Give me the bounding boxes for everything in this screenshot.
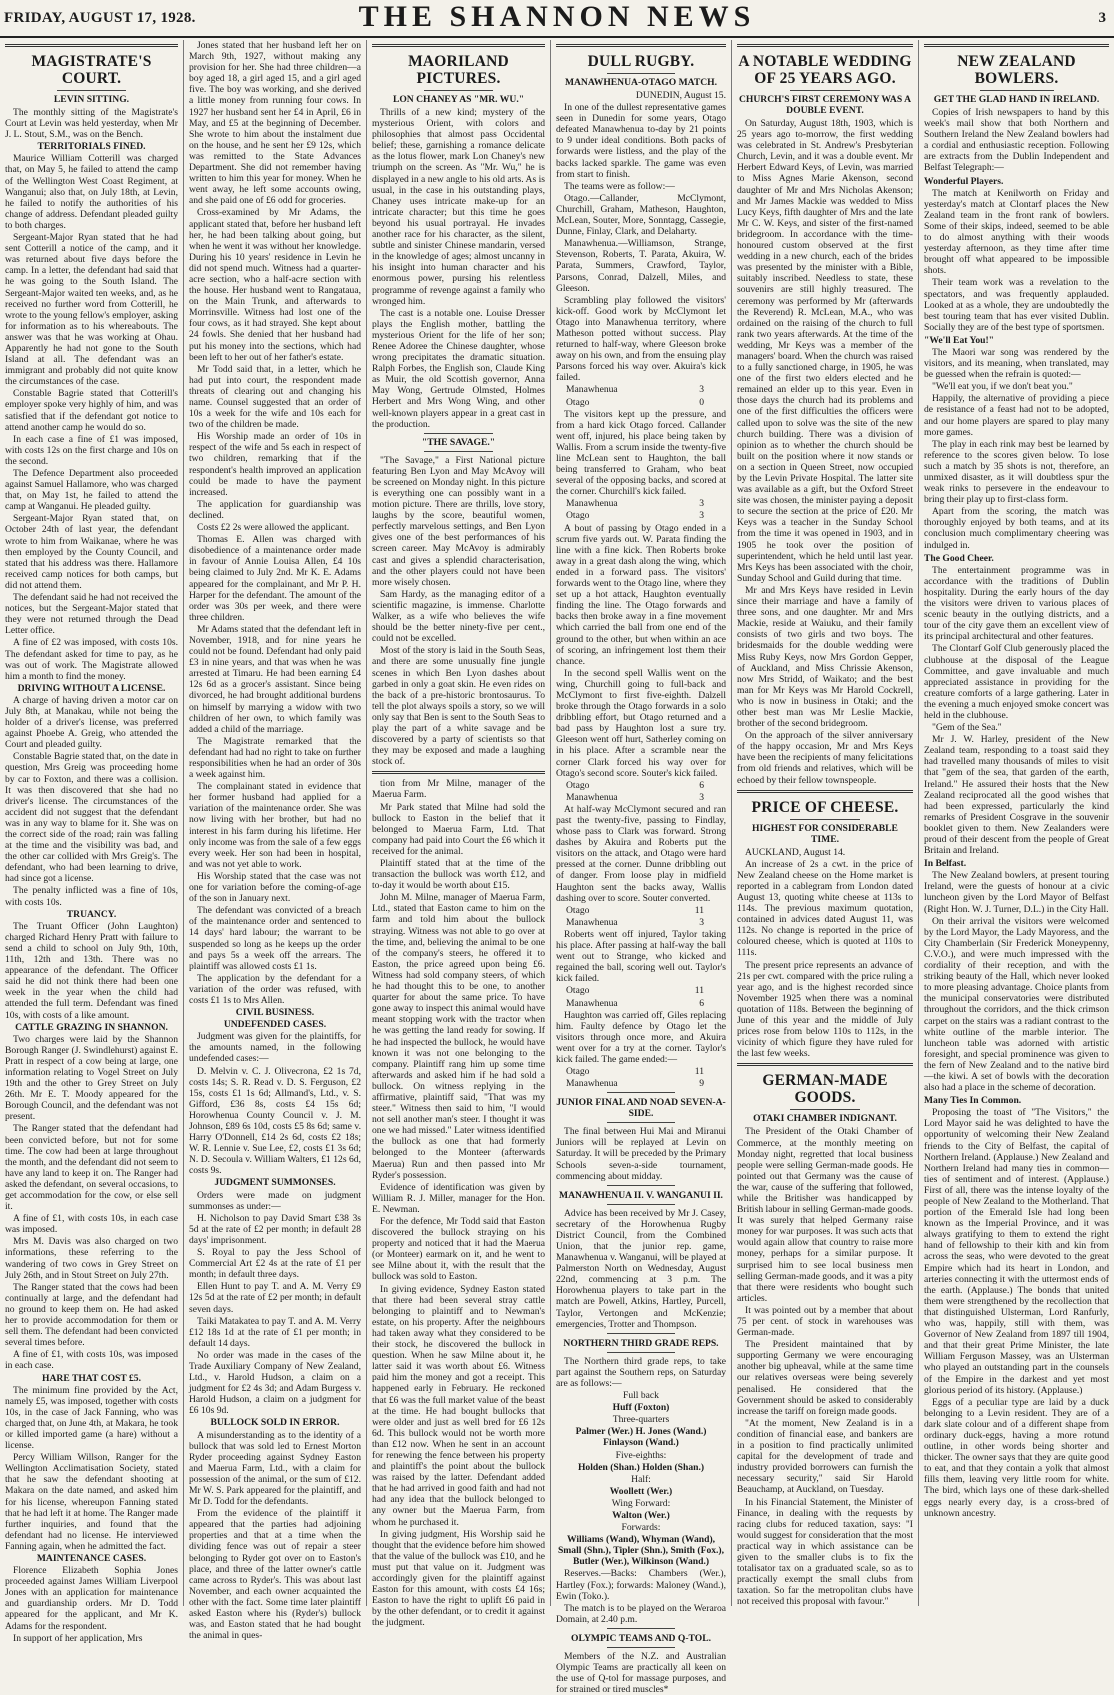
team-name: Manawhenua [566,1078,618,1090]
score-table [556,498,726,521]
player-entry: Huff (Foxton) [612,1402,670,1414]
team-name: Manawhenua [566,791,618,803]
score-table [556,384,726,407]
article-body [556,523,726,779]
paragraph: Proposing the toast of "The Visitors," the Lord Mayor said he was delighted to have the opportunity of welcoming their New Zealand friends to the City of Belfast, the capital of Northern Ireland. (Applause.) New Zealand and Northern Ireland had many ties in common—ties of sentiment and of interest. (Applause.) First of all, there was the intense loyalty of the people of New Zealand to the Motherland. That portion of the Emerald Isle had long been known as the Imperial Province, and it was always gratifying to them to extend the right hand of fellowship to their kith and kin from across the seas, who were devoted to the great Empire which had its heart in London, and arteries connecting it with the uttermost ends of the earth. (Applause.) The bonds that united them were strengthened by the recollection that that distinguished Ulsterman, Lord Ranfurly, who was, happily, still with them, was Governor of New Zealand from 1897 till 1904, and that their great Prime Minister, the late William Ferguson Massey, was an Ulsterman who played an outstanding part in the counsels of the Empire in the darkest and yet most glorious period of its history. (Applause.) [924,1107,1109,1396]
article-subheading: CHURCH'S FIRST CEREMONY WAS A DOUBLE EVENT. [738,94,911,116]
divider [607,1092,675,1093]
team-name: Otago [566,396,590,408]
column-3 [366,40,550,1629]
score-row [556,917,726,928]
paragraph: On their arrival the visitors were welcomed by the Lord Mayor, the Lady Mayoress, and the City Chamberlain (Sir Frederick Moneypenny, C.V.O.), and were much impressed with the cordiality of their reception, and with the striking beauty of the Hall, which never looked to more pleasing advantage. Choice plants from the municipal conservatories were distributed throughout the corridors, and the thick crimson carpet on the stairs was a radiant contrast to the white outline of the marble interior. The luncheon table was adorned with artistic foresight, and special prominence was given to the fern of New Zealand and to the native bird—the kiwi. A set of bowls with the decoration also had a place in the scheme of decoration. [924,915,1109,1094]
section-heading: CIVIL BUSINESS. [235,1007,315,1019]
section-subhead: Many Ties In Common. [924,1095,1022,1107]
paragraph: An increase of 2s a cwt. in the price of New Zealand cheese on the Home market is reported in a cablegram from London dated August 13, quoting white cheese at 113s to 114s. The previous maximum quotation, contained in advices dated August 11, was 112s. No change is reported in the price of coloured cheese, which is quoted at 110s to 111s. [737,858,913,959]
paragraph: On the approach of the silver anniversary of the happy occasion, Mr and Mrs Keys have been the recipients of many felicitations from old friends and relatives, which will be echoed by their fellow townspeople. [737,730,913,786]
section-heading: TRUANCY. [66,908,117,920]
position-label: Three-quarters [612,1414,670,1426]
paragraph: The President of the Otaki Chamber of Commerce, at the monthly meeting on Monday night, regretted that local business people were selling German-made goods. He pointed out that Germany was the cause of the war, cause of the suffering that followed, while the Britisher was handicapped by British labour in selling German-made goods. It was surely that helped Germany raise money for war purposes. It was such acts that would again allow that country to raise more money, perhaps for a similar purpose. It surprised him to see local business men selling German-made goods, and it was a pity that there were residents who bought such articles. [737,1126,913,1304]
player-entry: Palmer (Wer.) H. Jones (Wand.) Finlayson (Wand.) [575,1426,707,1449]
divider [424,451,493,452]
article-heading-junior-final: JUNIOR FINAL AND NOAD SEVEN-A-SIDE. [556,1097,726,1120]
article-body [189,40,361,1641]
paragraph: The Defence Department also proceeded against Samuel Hallamore, who was charged that, on May 1st, he failed to attend the camp at Wanganui. He pleaded guilty. [5,468,178,513]
paragraph: Sergeant-Major Ryan stated that, on October 24th of last year, the defendant wrote to him from Waikanae, where he was then employed by the County Council, and stated that his address was there. Hallamore received camp notices for both camps, but did not attend them. [5,513,178,591]
article-heading-price-of-cheese: PRICE OF CHEESE. [751,798,899,816]
paragraph: The defendant said he had not received the notices, but the Sergeant-Major stated that they were not returned through the Dead Letter office. [5,592,178,637]
paragraph: The Northern third grade reps, to take part against the Southern reps, on Saturday are as follows:— [556,1355,726,1389]
section-heading: TERRITORIALS FINED. [37,141,146,153]
paragraph: The complainant stated in evidence that her former husband had applied for a variation of the maintenance order. She was now living with her brother, but had no interest in his farm during his lifetime. Her only income was from the sale of a few eggs every week. Her son had been in hospital, and was not yet able to work. [189,781,361,870]
paragraph: Constable Bagrie stated that Cotterill's employer spoke very highly of him, and was satisfied that if the defendant got notice to attend another camp he would do so. [5,388,178,433]
article-body [924,107,1109,174]
divider [924,44,1109,47]
divider [790,819,860,820]
paragraph: Roberts went off injured, Taylor taking his place. After passing at half-way the ball went out to Strange, who kicked and regained the ball, scoring well out. Taylor's kick failed. [556,928,726,985]
paragraph: A charge of having driven a motor car on July 8th, at Manakau, while not being the holder of a driver's license, was preferred against Phoebe A. Greig, who attended the Court and pleaded guilty. [5,694,178,751]
paragraph: Thomas E. Allen was charged with disobedience of a maintenance order made in favour of Annie Louisa Allen, £4 10s being claimed to July 2nd. Mr K. E. Adams appeared for the complainant, and Mr P. H. Harper for the defendant. The amount of the order was 30s per week, and there were three children. [189,534,361,623]
team-name: Otago [566,985,590,997]
team-name: Manawhenua [566,498,618,510]
paragraph: The cast is a notable one. Louise Dresser plays the English mother, battling the mysterious Orient for the life of her son; Renee Adoree the Chinese daughter, whose wrong precipitates the dramatic situation. Ralph Forbes, the English son, Claude King as Muir, the old Scottish governor, Anna May Wong, Gertrude Olmsted, Holmes Herbert and Mrs Wong Wing, and other well-known players appear in a great cast in the production. [372,307,545,430]
section-heading: JUDGMENT SUMMONSES. [214,1177,336,1189]
team-name: Otago [566,904,590,916]
divider [372,44,545,47]
paragraph: Percy William Willson, Ranger for the Wellington Acclimatisation Society, stated that he saw the defendant shooting at Makara on the date named, and asked him for his license, whereupon Fanning stated that he had left it at home. The Ranger made further inquiries, and found that the defendant had no license. He interviewed Fanning again, when he admitted the fact. [5,1452,178,1552]
paragraph: "Gem of the Sea." [932,722,1002,734]
paragraph: Plaintiff stated that at the time of the transaction the bullock was worth £12, and to-day it would be worth about £15. [372,858,545,892]
paragraph: S. Royal to pay the Jess School of Commercial Art £2 4s at the rate of £1 per month; in default three days. [189,1247,361,1281]
score-row [556,1078,726,1089]
paragraph: The Magistrate remarked that the defendant had had no right to take on further responsibilities when he had an order of 30s a week against him. [189,735,361,781]
column-2 [183,40,366,1642]
divider [790,90,860,91]
paragraph: The Clontarf Golf Club generously placed the clubhouse at the disposal of the League Committee, and gave invaluable and much appreciated assistance in providing for the creature comforts of a large gathering. Later in the evening a much enjoyed smoke concert was held in the clubhouse. [924,643,1109,721]
divider [607,1647,675,1648]
paragraph: The application by the defendant for a variation of the order was refused, with costs £1 1s to Mrs Allen. [189,972,361,1006]
team-name: Otago [566,1066,590,1078]
article-heading-the-savage: "THE SAVAGE." [421,436,496,448]
paragraph: AUCKLAND, August 14. [745,846,846,858]
paragraph: The Maori war song was rendered by the visitors, and its meaning, when translated, may be guessed when the refrain is quoted:— [924,346,1109,381]
team-score: 11 [694,904,704,916]
paragraph: The present price represents an advance of 21s per cwt. compared with the price ruling a year ago, and is the highest recorded since November 1925 when there was a nominal quotation of 118s. Between the beginning of June of this year and the middle of July prices rose from below 110s to 112s, in the vicinity of which figure they have ruled for the last few weeks. [737,959,913,1060]
paragraph: In each case a fine of £1 was imposed, with costs 12s on the first charge and 10s on the second. [5,433,178,467]
divider [5,44,178,47]
paragraph: Copies of Irish newspapers to hand by this week's mail show that both Northern and Southern Ireland the New Zealand bowlers had a cordial and enthusiastic reception. Following are extracts from the Dublin Independent and Belfast Telegraph:— [924,107,1109,174]
paragraph: A misunderstanding as to the identity of a bullock that was sold led to Ernest Morton Ryder proceeding against Sydney Easton and Maerua Farm, Ltd., with a claim for possession of the animal, or the sum of £12. Mr W. S. Park appeared for the plaintiff, and Mr D. Todd for the defendants. [189,1429,361,1508]
divider [607,1204,675,1205]
article-body [924,870,1109,1093]
article-heading-manawhenua-wanganui: MANAWHENUA II. V. WANGANUI II. [559,1189,723,1201]
article-heading-northern-reps: NORTHERN THIRD GRADE REPS. [563,1337,719,1349]
score-table [556,780,726,803]
paragraph: Haughton was carried off, Giles replacing him. Faulty defence by Otago let the visitors through once more, and Akuira went over for a try at the corner. Taylor's kick failed. The game ended:— [556,1009,726,1065]
paragraph: Sergeant-Major Ryan stated that he had sent Cotterill a notice of the camp, and it was returned about five days before the camp. In a letter, the defendant had said that he was going to the South Island. The Sergeant-Major waited ten weeks, and, as he received no further word from Cotterill, he wrote to the young fellow's employer, asking for information as to his whereabouts. The answer was that he was working at Ohau. Apparently he had not gone to the South Island at all. The defendant was an immigrant and probably did not quite know the circumstances of the case. [5,232,178,388]
section-subhead: The Good Cheer. [924,552,994,564]
article-heading-german-made-goods: GERMAN-MADE GOODS. [762,1072,888,1107]
paragraph: A bout of passing by Otago ended in a scrum five yards out. W. Parata finding the line with a fine kick. Then Roberts broke away in a great dash along the wing, which ended in a forward pass. The visitors' forwards went to the Otago line, where they set up a hot attack, Haughton eventually finding the line. The Otago forwards and backs then broke away in a fine movement which carried the ball from one end of the ground to the other, but when within an ace of scoring, an infringement lost them their chance. [556,522,726,667]
article-body [5,107,178,1644]
paragraph: The Ranger stated that the cows had been continually at large, and the defendant had no ground to keep them on. He had asked her to provide accommodation for them or sell them. The defendant had been convicted several times before. [5,1281,178,1349]
paragraph: No order was made in the cases of the Trade Auxiliary Company of New Zealand, Ltd., v. Harold Hudson, a claim on a judgment for £2 4s 3d; and Adam Burgess v. Harold Hudson, a claim on a judgment for £6 10s 9d. [189,1349,361,1417]
paragraph: Sam Hardy, as the managing editor of a scientific magazine, is immense. Charlotte Walker, as a wife who believes the wife should be the better ninety-five per cent., could not be excelled. [372,588,545,645]
score-row [556,510,726,521]
divider [424,90,493,91]
score-row [556,1066,726,1077]
masthead [0,0,1114,38]
team-list [556,1390,726,1625]
team-name: Manawhenua [566,997,618,1009]
paragraph: For the defence, Mr Todd said that Easton discovered the bullock straying on his property and noticed that it had the Maerua (or Monteer) earmark on it, and he went to see Milne about it, with the result that the bullock was sold to Easton. [372,1216,545,1283]
position-label: Full back [623,1390,659,1402]
newspaper-title: THE SHANNON NEWS [358,0,756,33]
score-table [556,1066,726,1089]
article-body [924,565,1109,856]
score-row [556,384,726,395]
score-row [556,905,726,916]
team-score: 11 [694,1066,704,1078]
paragraph: A fine of £2 was imposed, with costs 10s. The defendant asked for time to pay, as he was out of work. The Magistrate allowed him a month to find the money. [5,637,178,682]
paragraph: The monthly sitting of the Magistrate's Court at Levin was held yesterday, when Mr J. L. Stout, S.M., was on the Bench. [5,107,178,141]
article-body [737,1126,913,1607]
paragraph: The President maintained that by supporting Germany we were encouraging another big upheaval, while at the same time our relatives overseas were being severely penalised. He considered that the Government should be asked to considerably increase the tariff on foreign made goods. [737,1339,913,1417]
team-name: Manawhenua [566,384,618,396]
column-1 [0,40,183,1644]
divider [737,44,913,47]
article-body [924,188,1109,333]
paragraph: The teams were as follow:— [564,180,675,192]
position-label: Five-eighths: [615,1449,667,1461]
paragraph: Mr Todd said that, in a letter, which he had put into court, the respondent made threats of clearing out and changing his name. Counsel suggested that an order of 10s a week for the wife and 10s each for two of the children be made. [189,363,361,431]
article-heading-olympic-teams: OLYMPIC TEAMS AND Q-TOL. [570,1632,712,1644]
paragraph: The defendant was convicted of a breach of the maintenance order and sentenced to 14 days' hard labour; the warrant to be suspended so long as he keeps up the order and pays 5s a week off the arrears. The plaintiff was allowed costs £1 1s. [189,905,361,972]
paragraph: Maurice William Cotterill was charged that, on May 5, he failed to attend the camp of the Wellington West Coast Regiment, at Wanganui; also that, on July 18th, at Levin, he failed to notify the authorities of his change of address. Defendant pleaded guilty to both charges. [5,153,178,231]
paragraph: The minimum fine provided by the Act, namely £5, was imposed, together with costs 10s, in the case of Jack Fanning, who was charged that, on June 4th, at Makara, he took or killed imported game (a hare) without a license. [5,1384,178,1452]
article-body [924,1107,1109,1518]
divider [607,1352,675,1353]
article-subheading: HIGHEST FOR CONSIDERABLE TIME. [752,822,898,845]
score-table [556,985,726,1008]
paragraph: Manawhenua.—Williamson, Strange, Stevenson, Roberts, T. Parata, Akuira, W. Parata, Summers, Crawford, Taylor, Parsons, Conrad, Dalzell, Miles, and Gleeson. [556,238,726,294]
paragraph: The entertainment programme was in accordance with the traditions of Dublin hospitality. During the early hours of the day the visitors were driven to various places of scenic beauty in the outlying districts, and a tour of the city gave them an excellent view of its principal architectural and other features. [924,564,1109,643]
paragraph: At half-way McClymont secured and ran past the twenty-five, passing to Findlay, whose pass to Clark was forward. Strong dashes by Akuira and Roberts put the visitors on the attack, and Otago were hard pressed at the corner. Dunne dribbling out of danger. From loose play in midfield Haughton sent the backs away, Wallis dashing over to score. Souter converted. [556,803,726,904]
paragraph: In one of the dullest representative games seen in Dunedin for some years, Otago defeated Manawhenua to-day by 21 points to 9 under ideal conditions. Both packs of forwards were listless, and the play of the backs lacked sparkle. The game was even from start to finish. [556,102,726,180]
section-subhead: In Belfast. [924,858,967,870]
score-row [556,780,726,791]
dateline: DUNEDIN, August 15. [635,90,726,101]
position-label: Forwards: [621,1522,661,1534]
article-subheading: OTAKI CHAMBER INDIGNANT. [753,1113,897,1125]
team-name: Otago [566,779,590,791]
paragraph: His Worship made an order of 10s in respect of the wife and 5s each in respect of two children, remarking that if the respondent's health improved an application could be made to have the payment increased. [189,431,361,498]
team-name: Otago [566,510,590,522]
team-score: 3 [699,510,704,522]
score-row [556,985,726,996]
team-score: 3 [699,498,704,510]
player-entry: The match is to be played on the Weraroa Domain, at 2.40 p.m. [556,1602,726,1625]
paragraph: Ellen Hunt to pay T. and A. M. Verry £9 12s 5d at the rate of £2 per month; in default seven days. [189,1281,361,1315]
team-name: Manawhenua [566,916,618,928]
paragraph: His Worship stated that the case was not one for variation before the coming-of-age of the son in January next. [189,870,361,905]
column-6 [918,40,1114,1606]
paragraph: The penalty inflicted was a fine of 10s, with costs 10s. [5,885,178,908]
team-score: 3 [699,384,704,396]
paragraph: Advice has been received by Mr J. Casey, secretary of the Horowhenua Rugby District Council, from the Combined Union, that the junior rep. game, Manawhenua v. Wanganui, will be played at Palmerston North on Wednesday, August 22nd, commencing at 3 p.m. The Horowhenua players to take part in the match are Powell, Atkins, Hartley, Purcell, Taylor, Vertongen and McKenzie; emergencies, Trotter and Thompson. [556,1207,726,1330]
paragraph: tion from Mr Milne, manager of the Maerua Farm. [372,778,545,801]
article-heading-notable-wedding: A NOTABLE WEDDING OF 25 YEARS AGO. [738,53,912,87]
paragraph: Eggs of a peculiar type are laid by a duck belonging to a Levin resident. They are of a dark slate colour and of a different shape from ordinary duck-eggs, having a more rotund outline, in other words being shorter and thicker. The owner says that they are quite good to eat, and that they contain a yolk that almost fills them, leaving very little room for white. The bird, which lays one of these dark-shelled eggs nearly every day, is a cross-bred of unknown ancestry. [924,1396,1109,1519]
article-subheading: GET THE GLAD HAND IN IRELAND. [933,94,1100,105]
paragraph: Their team work was a revelation to the spectators, and was frequently applauded. Looked at as a whole, they are undoubtedly the best touring team that has ever visited Dublin. Socially they are of the best type of sportsmen. [924,277,1109,333]
player-entry: Holden (Shan.) Holden (Shan.) [577,1461,705,1473]
paragraph: Florence Elizabeth Sophia Jones proceeded against James William Liverpool Jones with an application for maintenance and guardianship orders. Mr D. Todd appeared for the applicant, and Mr K. Adams for the respondent. [5,1565,178,1632]
paragraph: Costs £2 2s were allowed the applicant. [197,522,350,534]
column-5 [731,40,918,1606]
article-body [372,455,545,768]
paragraph: In giving evidence, Sydney Easton stated that there had been several stray cattle belonging to plaintiff and to Newman's estate, on his property. After the neighbours had taken away what they considered to be their stock, he discovered the bullock in question. When he saw Milne about it, he latter said it was worth about £6. Witness paid him the money and got a receipt. This happened early in February. He reckoned that £6 was the full market value of the beast at the time. He had bought bullocks that were older and just as well bred for £6 12s 6d. This bullock would not be worth more than £12 now. When he sent in an account for renewing the fence between his property and plaintiff's the point about the bullock was raised by the latter. Defendant added that he had arrived in good faith and had not had any idea that the bullock belonged to any owner but the Maerua Farm, from whom he purchased it. [372,1283,545,1528]
paragraph: The New Zealand bowlers, at present touring Ireland, were the guests of honour at a civic luncheon given by the Lord Mayor of Belfast (Right Hon. W. J. Turner, D.L.) in the City Hall. [924,870,1109,915]
team-score: 6 [699,779,704,791]
section-heading: DRIVING WITHOUT A LICENSE. [17,682,166,694]
paragraph: Apart from the scoring, the match was thoroughly enjoyed by both teams, and at its conclusion much complimentary cheering was indulged in. [924,506,1109,551]
team-score: 0 [699,396,704,408]
section-heading: MAINTENANCE CASES. [36,1553,147,1564]
score-row [556,792,726,803]
article-heading-maoriland-pictures: MAORILAND PICTURES. [408,53,509,87]
section-subhead: "We'll Eat You!" [924,334,994,346]
paragraph: Mr Adams stated that the defendant left in November, 1918, and for nine years he could not be found. Defendant had only paid £3 in nine years, and that was when he was arrested at Timaru. He had been earning £4 12s 6d as a grocer's assistant. Since being divorced, he had brought additional burdens on himself by marrying a widow with two children of her own, to which family was added a child of the marriage. [189,623,361,735]
divider [790,1109,860,1110]
issue-date: FRIDAY, AUGUST 17, 1928. [4,10,196,26]
divider [980,90,1054,91]
paragraph: H. Nicholson to pay David Smart £38 3s 5d at the rate of £2 per month; in default 28 days' imprisonment. [189,1212,361,1246]
article-heading-magistrates-court: MAGISTRATE'S COURT. [31,53,152,87]
article-body [556,102,726,383]
article-subheading: MANAWHENUA-OTAGO MATCH. [564,77,718,88]
article-subheading: LON CHANEY AS "MR. WU." [392,94,525,105]
paragraph: Happily, the alternative of providing a piece de resistance of a feast had not to be adopted, and our home players are spared to play many more games. [924,393,1109,438]
score-table [556,905,726,928]
section-subhead: Wonderful Players. [924,175,1004,187]
paragraph: A fine of £1, with costs 10s, in each case was imposed. [5,1213,178,1236]
paragraph: A fine of £1, with costs 10s, was imposed in each case. [5,1349,178,1372]
player-entry: Reserves.—Backs: Chambers (Wer.), Hartley (Fox.); forwards: Maloney (Wand.), Ewin (Toko.). [556,1568,726,1602]
team-score: 9 [699,1078,704,1090]
paragraph: In his Financial Statement, the Minister of Finance, in dealing with the requests by racing clubs for reduced taxation, says: "I would suggest for consideration that the most practical way in which assistance can be given to the smaller clubs is to fix the totalisator tax on a graduated scale, so as to practically exempt the small clubs from taxation. So far the metropolitan clubs have not received this proposal with favour." [737,1496,913,1608]
column-4 [550,40,731,1695]
article-body [556,1356,726,1389]
divider [372,771,545,774]
page-number: 3 [1098,10,1106,26]
paragraph: The application for guardianship was declined. [189,498,361,521]
score-row [556,397,726,408]
paragraph: In the second spell Wallis went on the wing, Churchill going to full-back and McClymont to first five-eighth. Dalzell broke through the Otago forwards in a solo dribbling effort, but Otago returned and a bad pass by Haughton lost a sure try. Gleeson went off hurt, Satherley coming on in his place. After a scramble near the corner Clark forced his way over for Otago's second score. Souter's kick failed. [556,667,726,779]
paragraph: Judgment was given for the plaintiffs, for the amounts named, in the following undefended cases:— [189,1031,361,1065]
team-score: 3 [699,916,704,928]
position-label: Wing Forward: [611,1497,671,1509]
paragraph: The play in each rink may best be learned by reference to the scores given below. To lose such a match by 35 shots is not, therefore, an unmixed disaster, as it will doubtless spur the weak rinks to persevere in the endeavour to bring their play up to first-class form. [924,438,1109,506]
paragraph: The Truant Officer (John Laughton) charged Richard Henry Pratt with failure to send a child to school on July 9th, 10th, 11th, 12th and 13th. There was no appearance of the defendant. The Officer said he did not think there had been one week in the year when the child had attended the full term. Defendant was fined 10s, with costs of a like amount. [5,920,178,1021]
paragraph: John M. Milne, manager of Maerua Farm, Ltd., stated that Easton came to him on the farm and told him about the bullock straying. Witness was not able to go over at the time, and, believing the animal to be one of the company's steers, he offered it to Easton, the price agreed upon being £6. Witness had sold company steers, of which he had thought this to be one, to another quarter for about the same price. To have gone away to inspect this animal would have meant stopping work with the tractor when he was getting the land ready for sowing. If he had inspected the bullock, he would have known it was not one belonging to the company. Plaintiff rang him up some time afterwards and asked him if he had sold a bullock. On witness replying in the affirmative, plaintiff said, "That was my steer." Witness then said to him, "I would not sell another man's steer. I thought it was one we had missed." Later witness identified the bullock as one that had formerly belonged to the Monteer (afterwards Maerua) Run and then passed into Mr Ryder's possession. [372,892,545,1181]
article-body [556,804,726,904]
divider [607,73,675,74]
article-heading-nz-bowlers: NEW ZEALAND BOWLERS. [957,53,1076,87]
paragraph: Constable Bagrie stated that, on the date in question, Mrs Greig was proceeding home by car to Foxton, and there was a collision. It was then discovered that she had no driver's license. The circumstances of the accident did not suggest that the defendant was in any way to blame for it. She was on the correct side of the road; rain was falling at the time and the visibility was bad, and the other car collided with Mrs Greig's. The defendant, who had been learning to drive, had since got a license. [5,751,178,885]
paragraph: The match at Kenilworth on Friday and yesterday's match at Clontarf places the New Zealand team in the front rank of bowlers. Some of their skips, indeed, seemed to be able to do almost anything with their woods yesterday afternoon, as they time after time brought off what appeared to be impossible shots. [924,187,1109,277]
divider [737,1063,913,1066]
article-body-continued [372,778,545,1628]
paragraph: Otago.—Callander, McClymont, Churchill, Graham, Matheson, Haughton, McLean, Souter, More, Sonntagg, Cassegie, Dunne, Finlay, Clark, and Delaharty. [556,192,726,238]
divider [607,1628,675,1629]
paragraph: In giving judgment, His Worship said he thought that the evidence before him showed that the value of the bullock was £10, and he must put that value on it. Judgment was accordingly given for the plaintiff against Easton for this amount, with costs £4 16s; Easton to have the right to uplift £6 paid in by the other defendant, or to credit it against the judgment. [372,1528,545,1629]
article-body [556,1126,726,1181]
team-score: 6 [699,997,704,1009]
paragraph: Two charges were laid by the Shannon Borough Ranger (J. Swindlehurst) against E. Pratt in respect of a cow being at large, one information relating to Vogel Street on July 19th and the other to Grey Street on July 26th. Mr E. T. Moody appeared for the Borough Council, and the defendant was not present. [5,1033,178,1123]
article-body [924,347,1109,551]
divider [607,1333,675,1334]
player-entry: Woollett (Wer.) [609,1485,673,1497]
article-body [372,107,545,430]
paragraph: "At the moment, New Zealand is in a condition of financial ease, and bankers are in a position to find practically unlimited capital for the development of trade and industry provided borrowers can furnish the necessary security," said Sir Harold Beauchamp, at Auckland, on Tuesday. [737,1417,913,1496]
paragraph: Taiki Matakatea to pay T. and A. M. Verry £12 18s 1d at the rate of £1 per month; in default 14 days. [189,1315,361,1349]
score-row [556,498,726,509]
article-heading-dull-rugby: DULL RUGBY. [587,53,695,70]
paragraph: Evidence of identification was given by William R. J. Miller, manager for the Hon. E. Newman. [372,1181,545,1215]
divider [57,90,126,91]
team-score: 11 [694,985,704,997]
player-entry: Williams (Wand), Whyman (Wand), Small (Shn.), Tipler (Shn.), Smith (Fox.), Butler (Wer.), Wilkinson (Wand.) [557,1534,725,1568]
section-heading: UNDEFENDED CASES. [223,1019,327,1031]
team-score: 3 [699,791,704,803]
paragraph: D. Melvin v. C. J. Olivecrona, £2 1s 7d, costs 14s; S. R. Read v. D. S. Ferguson, £2 15s, costs £1 1s 6d; Allmand's, Ltd., v. S. Gifford, £36 8s, costs £4 15s 6d; Horowhenua County Council v. J. M. Johnson, £89 6s 10d, costs £5 8s 6d; same v. Harry O'Donnell, £14 2s 6d, costs £2 18s; W. R. Lennie v. Sue Lee, £2, costs £1 3s 6d; N. D. Secoula v. William Walters, £1 12s 6d, costs 9s. [189,1065,361,1177]
paragraph: Mr Park stated that Milne had sold the bullock to Easton in the belief that it belonged to Maerua Farm, Ltd. That company had paid into Court the £6 which it received for the animal. [372,801,545,857]
paragraph: Scrambling play followed the visitors' kick-off. Good work by McClymont let Otago into Manawhenua territory, where Matheson potted without success. Play returned to half-way, where Gleeson broke away on his own, and from the ensuing play Parsons forced his way over. Akuira's kick failed. [556,294,726,384]
position-label: Half: [631,1473,651,1485]
paragraph: The final between Hui Mai and Miranui Juniors will be replayed at Levin on Saturday. It will be preceded by the Primary Schools seven-a-side tournament, commencing about midday. [556,1126,726,1182]
article-body [556,929,726,984]
paragraph: Most of the story is laid in the South Seas, and there are some unusually fine jungle scenes in which Ben Lyon dashes about garbed in only a goat skin. He even rides on the back of a pre-historic brontosaurus. To tell the plot always spoils a story, so we will only say that Ben is sent to the South Seas to play the part of a white savage and be discovered by a party of scientists so that they may be exposed and made a laughing stock of. [372,645,545,768]
paragraph: "The Savage," a First National picture featuring Ben Lyon and May McAvoy will be screened on Monday night. In this picture is everything one can possibly want in a motion picture. There are thrills, love story, laughs by the score, beautiful women, perfectly marvelous settings, and Ben Lyon gives one of the best performances of his screen career. May McAvoy is admirably cast and gives a splendid characterisation, and the other players could not have been more wisely chosen. [372,454,545,588]
paragraph: Jones stated that her husband left her on March 9th, 1927, without making any provision for her. She had three children—a boy aged 18, a girl aged 15, and a girl aged five. The boy was working, and she derived a little money from running four cows. In 1927 her husband sent her £4 in April, £6 in May, and £5 at the beginning of December. She wrote to him about the instalment due on the house, and he sent her £9 12s, which was remitted to the State Advances Department. She did not remember having written to him this year for money. When he went away, he left some accounts owing, and she paid one of £6 odd for groceries. [189,40,361,207]
paragraph: Mr and Mrs Keys have resided in Levin since their marriage and have a family of three sons, and one daughter. Mr and Mrs Mackie, reside at Waiuku, and their family consists of two girls and two boys. The bridesmaids for the double wedding were Miss Ruby Keys, now Mrs Gordon Gepper, of Auckland, and Miss Chrissie Akenson, now Mrs Stridd, of Waikato; and the best man for Mr Keys was Mr Harold Cockrell, who is now in business in Otaki; and the other best man was Mr Leslie Mackie, brother of the second bridegroom. [737,584,913,730]
paragraph: Members of the N.Z. and Australian Olympic Teams are practically all keen on the use of Q-tol for massage purposes, and for strained or tired muscles* [556,1650,726,1695]
section-heading: BULLOCK SOLD IN ERROR. [210,1417,340,1429]
paragraph: It was pointed out by a member that about 75 per cent. of stock in warehouses was German-made. [737,1304,913,1339]
paragraph: Thrills of a new kind; mystery of the mysterious Orient, with colors and philosophies that almost pass Occidental belief; these, garnishing a romance delicate as the lotus flower, mark Lon Chaney's new triumph on the screen. As "Mr. Wu," he is displayed in a new angle to his old arts. As is usual, in the case in his outstanding plays, Chaney uses intricate make-up for an intricate character; but this time he goes beyond his usual portrayal. He invades another race for his character, as the silent, subtle and sinister Chinese mandarin, versed in the knowledge of ages; almost uncanny in his insight into human character and his enormous power, pursing his relentless programme of revenge against a family who wronged him. [372,107,545,307]
paragraph: Orders were made on judgment summonses as under:— [189,1189,361,1212]
paragraph: The visitors kept up the pressure, and from a hard kick Otago forced. Callander went off, injured, his place being taken by Wallis. From a scrum inside the twenty-five line McLean sent to Haughton, the ball being transferred to Graham, who beat several of the opposing backs, and scored at the corner. Churchill's kick failed. [556,408,726,498]
section-heading: HARE THAT COST £5. [42,1372,141,1384]
paragraph: From the evidence of the plaintiff it appeared that the parties had adjoining properties and that at a time when the dividing fence was out of repair a steer belonging to Ryder got over on to Easton's place, and three of the latter owner's cattle came across to Ryder's. This was about last November, and each owner acquainted the other with the fact. Some time later plaintiff asked Easton where his (Ryder's) bullock was, and Easton stated that he had bought the animal in ques- [189,1508,361,1642]
divider [424,433,493,434]
article-body [737,847,913,1060]
paragraph: "We'll eat you, if we don't beat you." [932,381,1073,393]
divider [607,1185,675,1186]
section-heading: CATTLE GRAZING IN SHANNON. [15,1021,168,1033]
player-entry: Walton (Wer.) [612,1509,670,1521]
article-body [556,409,726,498]
paragraph: Mr J. W. Harley, president of the New Zealand team, responding to a toast said they had travelled many thousands of miles to visit that "gem of the sea, that garden of the earth, Ireland." He assured their hosts that the New Zealand reciprocated all the good wishes that had been expressed, particularly the kind remarks of President Cosgrave in the souvenir booklet given to them. New Zealanders were proud of their descent from the people of Great Britain and Ireland. [924,734,1109,857]
divider [607,1122,675,1123]
paragraph: Mrs M. Davis was also charged on two informations, these referring to the wandering of two cows in Grey Street on July 26th, and in Stout Street on July 27th. [5,1236,178,1281]
article-body [737,118,913,786]
article-body [556,1208,726,1330]
divider [556,44,726,47]
paragraph: In support of her application, Mrs [13,1632,143,1644]
score-row [556,998,726,1009]
article-subheading: LEVIN SITTING. [53,94,130,105]
paragraph: The Ranger stated that the defendant had been convicted before, but not for some time. The cow had been at large throughout the month, and the defendant did not seem to have any land to keep it on. The Ranger had asked the defendant, on several occasions, to get accommodation for the cow, or else sell it. [5,1123,178,1213]
paragraph: Cross-examined by Mr Adams, the applicant stated that, before her husband left her, he had been talking about going, but when he went it was without her knowledge. During his 10 years' residence in Levin he did not spend much. Witness had a quarter-acre section, who a half-acre section with the house. Her husband went to Rangataua, on the Main Trunk, and afterwards to Morrinsville. Witness had lost one of the four cows, as it had strayed. She kept about 24 fowls. She denied that her husband had put his money into the sections, which had been left to her out of her father's estate. [189,207,361,363]
divider [737,790,913,793]
article-body [556,1010,726,1065]
paragraph: On Saturday, August 18th, 1903, which is 25 years ago to-morrow, the first wedding was celebrated in St. Andrew's Presbyterian Church, Levin, and it was a double event. Mr Herbert Edward Keys, of Levin, was married to Miss Agnes Marie Akenson, second daughter of Mr and Mrs Nicholas Akenson; and Mr James Mackie was wedded to Miss Lucy Keys, fifth daughter of Mrs and the late Mr C. W. Keys, and sister of the first-named bridegroom. In accordance with the time-honoured custom observed at the first wedding in a new church, each of the brides was presented by the minister with a Bible, suitably inscribed. Needless to state, these souvenirs are still highly treasured. The ceremony was performed by Mr (afterwards the Reverend) R. McLean, M.A., who was ordained on the raising of the church to full rank two years afterwards. At the time of the wedding, Mr Keys was a member of the managers' board. When the church was raised to a fully sanctioned charge, in 1905, he was one of the first two elders elected and he remained an elder up to this year. Even in those days the church had its problems and one of the first difficulties the officers were called upon to solve was the site of the new church building. There was a division of opinion as to whether the church should be built on the position where it now stands or on a section in Queen Street, now occupied by the Levin Private Hospital. The latter site was available as a gift, but the Oxford Street site was chosen, the minister paying a deposit to secure the section at the price of £20. Mr Keys was a teacher in the Sunday School from the time it was opened in 1903, and in 1905 he took over the position of superintendent, which he held until last year. Mrs Keys has been associated with the choir, Sunday School and Guild during that time. [737,118,913,584]
article-body [556,1651,726,1695]
